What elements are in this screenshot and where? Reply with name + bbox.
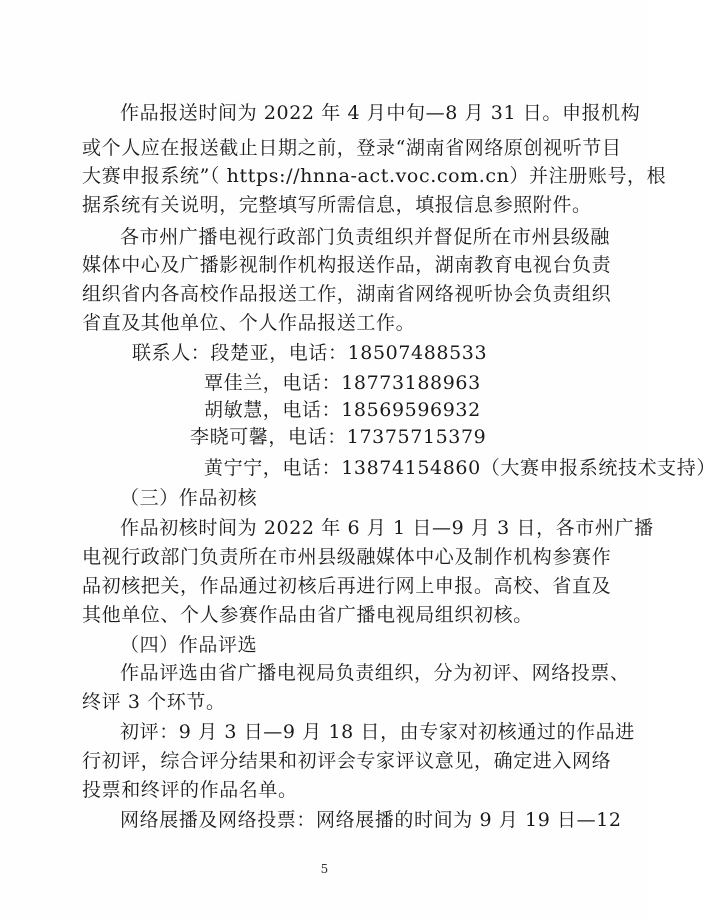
contact-line: 联系人：段楚亚，电话：18507488533 xyxy=(132,342,488,364)
contact-line: 胡敏慧，电话：18569596932 xyxy=(204,399,481,421)
text-line: 行初评，综合评分结果和初评会专家评议意见，确定进入网络 xyxy=(82,750,612,772)
text-line: 其他单位、个人参赛作品由省广播电视局组织初核。 xyxy=(82,604,533,626)
page-number: 5 xyxy=(320,862,329,876)
text-line: 媒体中心及广播影视制作机构报送作品，湖南教育电视台负责 xyxy=(82,254,612,276)
section-heading: （四）作品评选 xyxy=(120,634,258,656)
text-line: 据系统有关说明，完整填写所需信息，填报信息参照附件。 xyxy=(82,194,592,216)
contact-line: 李晓可馨，电话：17375715379 xyxy=(190,426,487,448)
text-line: 电视行政部门负责所在市州县级融媒体中心及制作机构参赛作 xyxy=(82,546,612,568)
text-line: 大赛申报系统”（ https://hnna-act.voc.com.cn）并注册账号，根 xyxy=(82,165,667,187)
text-line: 投票和终评的作品名单。 xyxy=(82,779,298,801)
text-line: 各市州广播电视行政部门负责组织并督促所在市州县级融 xyxy=(120,226,611,248)
text-line: 初评：9 月 3 日—9 月 18 日，由专家对初核通过的作品进 xyxy=(120,721,635,743)
text-line: 或个人应在报送截止日期之前，登录“湖南省网络原创视听节目 xyxy=(82,137,622,159)
text-line: 网络展播及网络投票：网络展播的时间为 9 月 19 日—12 xyxy=(120,809,622,831)
text-line: 终评 3 个环节。 xyxy=(82,691,226,713)
text-line: 组织省内各高校作品报送工作，湖南省网络视听协会负责组织 xyxy=(82,283,612,305)
section-heading: （三）作品初核 xyxy=(120,487,258,509)
text-line: 品初核把关，作品通过初核后再进行网上申报。高校、省直及 xyxy=(82,575,612,597)
contact-line: 覃佳兰，电话：18773188963 xyxy=(204,372,481,394)
text-line: 作品报送时间为 2022 年 4 月中旬—8 月 31 日。申报机构 xyxy=(120,102,641,124)
text-line: 作品评选由省广播电视局负责组织，分为初评、网络投票、 xyxy=(120,662,630,684)
text-line: 作品初核时间为 2022 年 6 月 1 日—9 月 3 日，各市州广播 xyxy=(120,517,654,539)
contact-line: 黄宁宁，电话：13874154860（大赛申报系统技术支持） xyxy=(204,457,716,479)
text-line: 省直及其他单位、个人作品报送工作。 xyxy=(82,312,416,334)
